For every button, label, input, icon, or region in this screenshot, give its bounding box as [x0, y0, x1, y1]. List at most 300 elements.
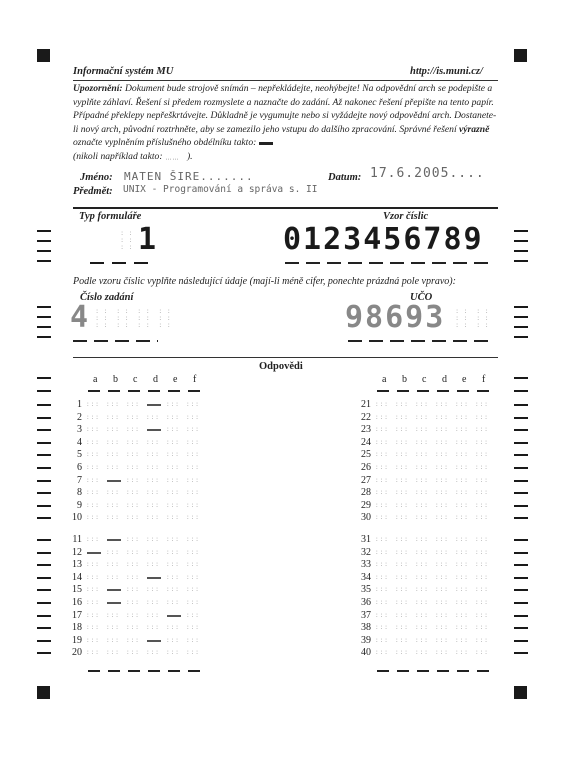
row-timing-mark: [514, 442, 528, 444]
answer-box-1-a[interactable]: :::: [86, 401, 100, 408]
answer-box-38-e[interactable]: :::: [455, 624, 469, 632]
instruction-text: Podle vzoru číslic vyplňte následující údaje (mají-li méně cifer, ponechte prázdná pole vpravo):: [73, 276, 456, 287]
answer-box-30-f[interactable]: :::: [475, 514, 489, 522]
answer-box-28-c[interactable]: :::: [415, 489, 429, 497]
answer-box-7-a[interactable]: :::: [86, 476, 100, 484]
answer-box-39-b[interactable]: :::: [395, 636, 409, 644]
answer-box-25-f[interactable]: :::: [475, 451, 489, 459]
answer-box-23-b[interactable]: :::: [395, 426, 409, 434]
subject-field[interactable]: UNIX - Programování a správa s. II: [123, 184, 318, 195]
answer-box-28-d[interactable]: :::: [435, 489, 449, 497]
answer-box-21-d[interactable]: :::: [435, 401, 449, 408]
task-number-value[interactable]: 4: [70, 300, 89, 335]
answer-box-1-d[interactable]: [146, 401, 162, 409]
answer-box-1-c[interactable]: :::: [126, 401, 140, 408]
answer-box-20-a[interactable]: :::: [86, 649, 100, 657]
answer-box-32-b[interactable]: :::: [395, 548, 409, 556]
answer-box-38-b[interactable]: :::: [395, 624, 409, 632]
answer-box-34-e[interactable]: :::: [455, 573, 469, 581]
answer-box-7-b[interactable]: [106, 477, 122, 485]
date-field[interactable]: 17.6.2005....: [370, 166, 485, 181]
answer-box-8-d[interactable]: :::: [146, 489, 160, 497]
answer-box-3-a[interactable]: :::: [86, 426, 100, 434]
answer-box-30-a[interactable]: :::: [375, 514, 389, 522]
answer-box-15-b[interactable]: [106, 586, 122, 594]
row-timing-mark: [514, 467, 528, 469]
answer-box-4-e[interactable]: :::: [166, 438, 180, 446]
question-number: 23: [361, 424, 371, 436]
answer-box-38-c[interactable]: :::: [415, 624, 429, 632]
right-timing-marks-2: [514, 306, 528, 346]
question-number: 2: [77, 411, 82, 423]
answer-box-30-d[interactable]: :::: [435, 514, 449, 522]
answer-box-33-c[interactable]: :::: [415, 561, 429, 569]
answer-box-26-b[interactable]: :::: [395, 464, 409, 471]
answer-box-34-a[interactable]: :::: [375, 573, 389, 581]
answer-box-24-a[interactable]: :::: [375, 438, 389, 446]
row-timing-mark: [37, 577, 51, 579]
answer-box-19-e[interactable]: :::: [166, 636, 180, 644]
digits-under-line: [285, 262, 490, 264]
answer-box-38-f[interactable]: :::: [475, 624, 489, 632]
answer-box-36-d[interactable]: :::: [435, 599, 449, 606]
row-timing-mark: [37, 492, 51, 494]
answer-box-20-e[interactable]: :::: [166, 649, 180, 657]
answer-box-10-a[interactable]: :::: [86, 514, 100, 522]
answer-box-6-a[interactable]: :::: [86, 464, 100, 471]
answer-box-21-c[interactable]: :::: [415, 401, 429, 408]
answer-box-22-c[interactable]: :::: [415, 413, 429, 421]
answer-box-7-c[interactable]: :::: [126, 476, 140, 484]
question-number: 22: [361, 411, 371, 423]
answer-box-23-d[interactable]: :::: [435, 426, 449, 434]
answer-box-10-d[interactable]: :::: [146, 514, 160, 522]
answer-box-2-b[interactable]: :::: [106, 413, 120, 421]
row-timing-mark: [514, 564, 528, 566]
answer-box-2-a[interactable]: :::: [86, 413, 100, 421]
answer-box-14-c[interactable]: :::: [126, 573, 140, 581]
answer-box-18-e[interactable]: :::: [166, 624, 180, 632]
answer-box-32-e[interactable]: :::: [455, 548, 469, 556]
answer-box-24-d[interactable]: :::: [435, 438, 449, 446]
answer-box-29-e[interactable]: :::: [455, 501, 469, 509]
answer-box-29-f[interactable]: :::: [475, 501, 489, 509]
answer-box-37-c[interactable]: :::: [415, 611, 429, 619]
answer-box-15-a[interactable]: :::: [86, 586, 100, 594]
answer-box-15-f[interactable]: :::: [186, 586, 200, 594]
answer-box-37-e[interactable]: :::: [455, 611, 469, 619]
answer-box-16-f[interactable]: :::: [186, 599, 200, 606]
answer-box-33-b[interactable]: :::: [395, 561, 409, 569]
answer-box-12-e[interactable]: :::: [166, 548, 180, 556]
answer-box-17-c[interactable]: :::: [126, 611, 140, 619]
answer-box-33-d[interactable]: :::: [435, 561, 449, 569]
answer-box-13-a[interactable]: :::: [86, 561, 100, 569]
answer-box-30-c[interactable]: :::: [415, 514, 429, 522]
answer-box-32-a[interactable]: :::: [375, 548, 389, 556]
answer-box-17-d[interactable]: :::: [146, 611, 160, 619]
answer-box-32-f[interactable]: :::: [475, 548, 489, 556]
answer-box-28-a[interactable]: :::: [375, 489, 389, 497]
answer-box-12-f[interactable]: :::: [186, 548, 200, 556]
uco-value[interactable]: 98693: [345, 300, 446, 335]
answer-box-13-e[interactable]: :::: [166, 561, 180, 569]
name-label: Jméno:: [80, 172, 113, 183]
answer-box-8-a[interactable]: :::: [86, 489, 100, 497]
header-timing-mark: [37, 377, 51, 379]
answer-box-21-e[interactable]: :::: [455, 401, 469, 408]
answer-box-22-f[interactable]: :::: [475, 413, 489, 421]
answer-box-10-f[interactable]: :::: [186, 514, 200, 522]
answer-box-40-d[interactable]: :::: [435, 649, 449, 657]
answer-box-11-f[interactable]: :::: [186, 536, 200, 543]
left-timing-marks-1: [37, 230, 51, 270]
answer-column-c: c: [422, 374, 427, 385]
question-number: 31: [361, 534, 371, 545]
answer-box-11-b[interactable]: [106, 536, 122, 544]
question-number: 38: [361, 622, 371, 634]
answer-box-38-d[interactable]: :::: [435, 624, 449, 632]
answer-box-2-f[interactable]: :::: [186, 413, 200, 421]
form-type-dots: : : : : : :: [120, 229, 133, 251]
answer-box-23-a[interactable]: :::: [375, 426, 389, 434]
answer-box-14-b[interactable]: :::: [106, 573, 120, 581]
question-number: 20: [72, 647, 82, 659]
answer-box-17-b[interactable]: :::: [106, 611, 120, 619]
answer-box-15-d[interactable]: :::: [146, 586, 160, 594]
answer-box-21-f[interactable]: :::: [475, 401, 489, 408]
answer-box-6-c[interactable]: :::: [126, 464, 140, 471]
answer-box-20-c[interactable]: :::: [126, 649, 140, 657]
answer-box-28-b[interactable]: :::: [395, 489, 409, 497]
uco-empty-boxes: : : : : : : : : : : : :: [455, 307, 489, 329]
answer-box-35-d[interactable]: :::: [435, 586, 449, 594]
answer-box-37-b[interactable]: :::: [395, 611, 409, 619]
notice-tail: označte vyplněním příslušného obdélníku takto:: [73, 137, 257, 149]
registration-mark-bottom-right: [514, 686, 527, 699]
answer-box-14-e[interactable]: :::: [166, 573, 180, 581]
answer-box-29-a[interactable]: :::: [375, 501, 389, 509]
answer-box-22-a[interactable]: :::: [375, 413, 389, 421]
right-timing-marks-1: [514, 230, 528, 270]
answer-box-9-a[interactable]: :::: [86, 501, 100, 509]
answer-box-26-e[interactable]: :::: [455, 464, 469, 471]
answer-box-1-e[interactable]: :::: [166, 401, 180, 408]
answer-box-25-c[interactable]: :::: [415, 451, 429, 459]
question-number: 3: [77, 424, 82, 436]
answer-box-29-d[interactable]: :::: [435, 501, 449, 509]
answer-box-35-a[interactable]: :::: [375, 586, 389, 594]
type-under-marks: [90, 262, 148, 264]
answer-box-9-e[interactable]: :::: [166, 501, 180, 509]
answer-box-31-d[interactable]: :::: [435, 536, 449, 543]
answer-box-25-e[interactable]: :::: [455, 451, 469, 459]
question-number: 13: [72, 559, 82, 571]
answer-box-14-d[interactable]: [146, 574, 162, 582]
answer-column-a: a: [93, 374, 98, 385]
answer-box-29-c[interactable]: :::: [415, 501, 429, 509]
answer-box-37-f[interactable]: :::: [475, 611, 489, 619]
answer-box-24-f[interactable]: :::: [475, 438, 489, 446]
answer-box-3-c[interactable]: :::: [126, 426, 140, 434]
answer-box-13-c[interactable]: :::: [126, 561, 140, 569]
answer-box-40-e[interactable]: :::: [455, 649, 469, 657]
answer-box-40-f[interactable]: :::: [475, 649, 489, 657]
name-field[interactable]: MATEN ŠIRE.......: [124, 170, 254, 183]
answer-box-39-e[interactable]: :::: [455, 636, 469, 644]
answer-box-27-e[interactable]: :::: [455, 476, 469, 484]
answer-box-34-b[interactable]: :::: [395, 573, 409, 581]
answer-box-40-c[interactable]: :::: [415, 649, 429, 657]
answer-box-11-a[interactable]: :::: [86, 536, 100, 543]
answer-box-5-b[interactable]: :::: [106, 451, 120, 459]
answer-box-2-e[interactable]: :::: [166, 413, 180, 421]
answer-box-35-b[interactable]: :::: [395, 586, 409, 594]
answer-box-28-e[interactable]: :::: [455, 489, 469, 497]
answer-box-24-c[interactable]: :::: [415, 438, 429, 446]
answer-box-10-b[interactable]: :::: [106, 514, 120, 522]
notice-emph: výrazně: [459, 123, 490, 135]
question-number: 34: [361, 571, 371, 583]
row-timing-mark: [514, 480, 528, 482]
answer-box-27-b[interactable]: :::: [395, 476, 409, 484]
answer-box-24-e[interactable]: :::: [455, 438, 469, 446]
answer-box-33-e[interactable]: :::: [455, 561, 469, 569]
answer-box-19-f[interactable]: :::: [186, 636, 200, 644]
answer-box-5-c[interactable]: :::: [126, 451, 140, 459]
answer-box-26-f[interactable]: :::: [475, 464, 489, 471]
answer-box-36-c[interactable]: :::: [415, 599, 429, 606]
answer-box-27-c[interactable]: :::: [415, 476, 429, 484]
answer-box-31-a[interactable]: :::: [375, 536, 389, 543]
answer-box-6-f[interactable]: :::: [186, 464, 200, 471]
system-title: Informační systém MU: [73, 66, 174, 77]
answer-box-9-b[interactable]: :::: [106, 501, 120, 509]
answer-box-32-d[interactable]: :::: [435, 548, 449, 556]
answer-box-4-b[interactable]: :::: [106, 438, 120, 446]
answer-box-7-f[interactable]: :::: [186, 476, 200, 484]
answer-box-8-b[interactable]: :::: [106, 489, 120, 497]
answer-box-3-e[interactable]: :::: [166, 426, 180, 434]
answer-box-26-d[interactable]: :::: [435, 464, 449, 471]
row-timing-mark: [514, 589, 528, 591]
answer-box-28-f[interactable]: :::: [475, 489, 489, 497]
answer-box-10-c[interactable]: :::: [126, 514, 140, 522]
answer-box-3-b[interactable]: :::: [106, 426, 120, 434]
notice-paren-end: ).: [186, 150, 193, 162]
answer-box-34-f[interactable]: :::: [475, 573, 489, 581]
header-timing-mark: [514, 390, 528, 392]
answer-box-27-f[interactable]: :::: [475, 476, 489, 484]
answer-box-9-c[interactable]: :::: [126, 501, 140, 509]
answer-box-38-a[interactable]: :::: [375, 624, 389, 632]
answer-box-27-a[interactable]: :::: [375, 476, 389, 484]
answer-column-c: c: [133, 374, 138, 385]
answer-box-14-f[interactable]: :::: [186, 573, 200, 581]
answer-box-11-d[interactable]: :::: [146, 536, 160, 543]
answer-column-f: f: [193, 374, 197, 385]
answer-box-5-f[interactable]: :::: [186, 451, 200, 459]
answer-box-18-c[interactable]: :::: [126, 624, 140, 632]
row-timing-mark: [514, 454, 528, 456]
answer-box-5-a[interactable]: :::: [86, 451, 100, 459]
answer-box-21-a[interactable]: :::: [375, 401, 389, 408]
answer-box-13-b[interactable]: :::: [106, 561, 120, 569]
answer-box-17-f[interactable]: :::: [186, 611, 200, 619]
answer-box-12-d[interactable]: :::: [146, 548, 160, 556]
answer-box-36-e[interactable]: :::: [455, 599, 469, 606]
answer-box-24-b[interactable]: :::: [395, 438, 409, 446]
answer-box-16-a[interactable]: :::: [86, 599, 100, 606]
form-type-value[interactable]: 1: [138, 222, 157, 257]
answer-box-1-f[interactable]: :::: [186, 401, 200, 408]
answer-box-39-a[interactable]: :::: [375, 636, 389, 644]
answer-box-21-b[interactable]: :::: [395, 401, 409, 408]
digit-pattern: 0123456789: [283, 222, 484, 257]
question-number: 12: [72, 546, 82, 558]
answer-box-2-c[interactable]: :::: [126, 413, 140, 421]
answer-box-11-e[interactable]: :::: [166, 536, 180, 543]
answer-box-9-f[interactable]: :::: [186, 501, 200, 509]
answer-box-6-b[interactable]: :::: [106, 464, 120, 471]
answer-box-16-d[interactable]: :::: [146, 599, 160, 606]
answer-box-35-f[interactable]: :::: [475, 586, 489, 594]
answer-box-20-b[interactable]: :::: [106, 649, 120, 657]
answer-box-11-c[interactable]: :::: [126, 536, 140, 543]
answer-box-31-c[interactable]: :::: [415, 536, 429, 543]
header-timing-mark: [37, 390, 51, 392]
form-type-label: Typ formuláře: [79, 211, 142, 222]
answer-box-27-d[interactable]: :::: [435, 476, 449, 484]
answer-box-26-c[interactable]: :::: [415, 464, 429, 471]
answer-box-25-a[interactable]: :::: [375, 451, 389, 459]
row-timing-mark: [37, 429, 51, 431]
answer-box-12-b[interactable]: :::: [106, 548, 120, 556]
answer-box-3-d[interactable]: [146, 426, 162, 434]
row-timing-mark: [514, 627, 528, 629]
answer-box-4-d[interactable]: :::: [146, 438, 160, 446]
answer-box-34-c[interactable]: :::: [415, 573, 429, 581]
answer-box-14-a[interactable]: :::: [86, 573, 100, 581]
answer-box-19-b[interactable]: :::: [106, 636, 120, 644]
answer-box-22-e[interactable]: :::: [455, 413, 469, 421]
answer-box-22-d[interactable]: :::: [435, 413, 449, 421]
answer-box-16-e[interactable]: :::: [166, 599, 180, 606]
answer-box-17-e[interactable]: [166, 612, 182, 620]
notice-text: Dokument bude strojově snímán – nepřekládejte, neohýbejte! Na odpovědní arch se podepište a vyplňte záhlaví. Řešení si předem rozmyslete a naznačte do zadání. Až nakonec řešení přepište na tento papír. Případné překlepy nepřeškrtávejte. Důkladně je vygumujte nebo si vyžádejte nový odpovědní arch. Dostanete-li nový arch, původní roztrhněte, aby se zamezilo jeho vstupu do dalšího zpracování. Správné řešení: [73, 83, 497, 135]
answer-box-29-b[interactable]: :::: [395, 501, 409, 509]
answer-box-35-c[interactable]: :::: [415, 586, 429, 594]
answer-box-13-d[interactable]: :::: [146, 561, 160, 569]
answer-box-20-d[interactable]: :::: [146, 649, 160, 657]
answer-box-36-b[interactable]: :::: [395, 599, 409, 606]
answer-box-7-d[interactable]: :::: [146, 476, 160, 484]
answer-box-31-e[interactable]: :::: [455, 536, 469, 543]
answer-box-22-b[interactable]: :::: [395, 413, 409, 421]
answer-box-32-c[interactable]: :::: [415, 548, 429, 556]
answer-box-3-f[interactable]: :::: [186, 426, 200, 434]
question-number: 39: [361, 634, 371, 646]
answer-box-25-d[interactable]: :::: [435, 451, 449, 459]
answer-box-6-e[interactable]: :::: [166, 464, 180, 471]
answer-box-40-b[interactable]: :::: [395, 649, 409, 657]
answer-box-31-b[interactable]: :::: [395, 536, 409, 543]
answer-box-2-d[interactable]: :::: [146, 413, 160, 421]
answer-box-15-e[interactable]: :::: [166, 586, 180, 594]
answer-box-19-d[interactable]: [146, 637, 162, 645]
answer-box-18-b[interactable]: :::: [106, 624, 120, 632]
answer-box-16-c[interactable]: :::: [126, 599, 140, 606]
answer-box-19-c[interactable]: :::: [126, 636, 140, 644]
answer-box-30-e[interactable]: :::: [455, 514, 469, 522]
answer-box-16-b[interactable]: [106, 599, 122, 607]
answer-box-39-f[interactable]: :::: [475, 636, 489, 644]
answer-box-8-c[interactable]: :::: [126, 489, 140, 497]
answer-box-1-b[interactable]: :::: [106, 401, 120, 408]
answer-box-5-e[interactable]: :::: [166, 451, 180, 459]
answer-box-4-a[interactable]: :::: [86, 438, 100, 446]
answer-box-26-a[interactable]: :::: [375, 464, 389, 471]
answer-box-19-a[interactable]: :::: [86, 636, 100, 644]
answer-box-23-f[interactable]: :::: [475, 426, 489, 434]
empty-example-icon: ⋯⋯: [164, 156, 179, 163]
row-timing-mark: [37, 505, 51, 507]
answer-box-20-f[interactable]: :::: [186, 649, 200, 657]
answer-box-8-f[interactable]: :::: [186, 489, 200, 497]
answer-box-40-a[interactable]: :::: [375, 649, 389, 657]
answer-box-4-f[interactable]: :::: [186, 438, 200, 446]
row-timing-mark: [37, 467, 51, 469]
answer-box-18-a[interactable]: :::: [86, 624, 100, 632]
answer-box-9-d[interactable]: :::: [146, 501, 160, 509]
answer-box-5-d[interactable]: :::: [146, 451, 160, 459]
row-timing-mark: [514, 552, 528, 554]
answer-box-23-e[interactable]: :::: [455, 426, 469, 434]
answer-box-30-b[interactable]: :::: [395, 514, 409, 522]
answer-box-37-a[interactable]: :::: [375, 611, 389, 619]
answer-box-6-d[interactable]: :::: [146, 464, 160, 471]
answer-box-31-f[interactable]: :::: [475, 536, 489, 543]
answer-box-36-f[interactable]: :::: [475, 599, 489, 606]
row-timing-mark: [37, 404, 51, 406]
answer-box-37-d[interactable]: :::: [435, 611, 449, 619]
answer-box-17-a[interactable]: :::: [86, 611, 100, 619]
answer-box-33-a[interactable]: :::: [375, 561, 389, 569]
answer-box-15-c[interactable]: :::: [126, 586, 140, 594]
answer-box-23-c[interactable]: :::: [415, 426, 429, 434]
answer-box-33-f[interactable]: :::: [475, 561, 489, 569]
answer-box-25-b[interactable]: :::: [395, 451, 409, 459]
question-number: 14: [72, 571, 82, 583]
question-number: 33: [361, 559, 371, 571]
answer-box-39-c[interactable]: :::: [415, 636, 429, 644]
answer-box-10-e[interactable]: :::: [166, 514, 180, 522]
notice: [73, 82, 498, 164]
answer-box-12-a[interactable]: [86, 549, 102, 557]
answer-box-12-c[interactable]: :::: [126, 548, 140, 556]
answer-box-13-f[interactable]: :::: [186, 561, 200, 569]
digit-pattern-label: Vzor číslic: [383, 211, 429, 222]
answer-box-36-a[interactable]: :::: [375, 599, 389, 606]
answer-box-34-d[interactable]: :::: [435, 573, 449, 581]
answer-box-8-e[interactable]: :::: [166, 489, 180, 497]
answer-box-18-d[interactable]: :::: [146, 624, 160, 632]
answer-box-39-d[interactable]: :::: [435, 636, 449, 644]
answer-box-7-e[interactable]: :::: [166, 476, 180, 484]
answer-box-18-f[interactable]: :::: [186, 624, 200, 632]
answer-box-4-c[interactable]: :::: [126, 438, 140, 446]
answer-box-35-e[interactable]: :::: [455, 586, 469, 594]
